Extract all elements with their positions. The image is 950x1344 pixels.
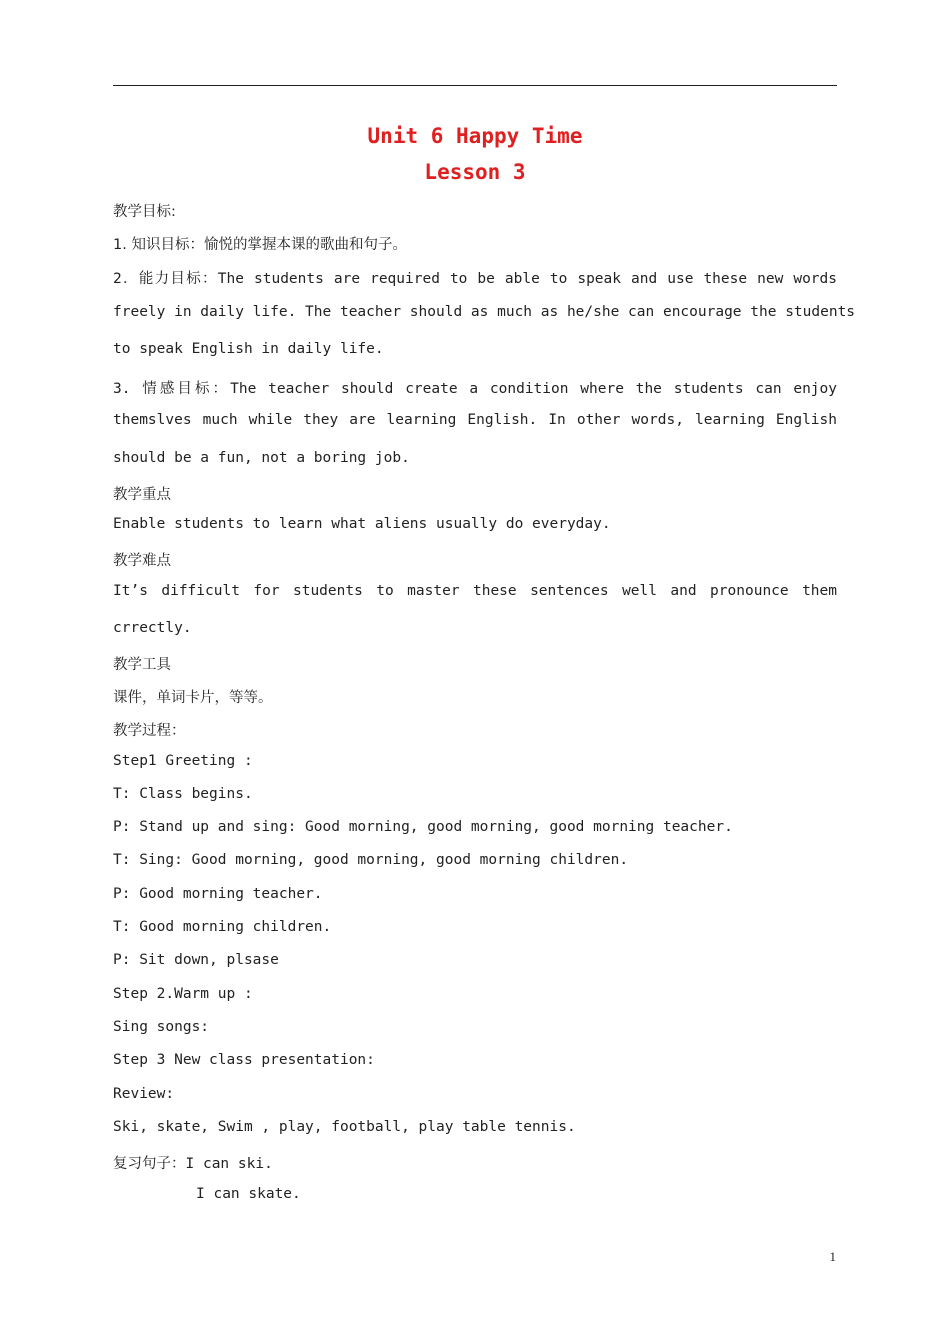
difficult-points-line-1: It’s difficult for students to master these sentences well and pronounce them — [113, 583, 837, 599]
document-subtitle: Lesson 3 — [424, 160, 526, 184]
objective-1: 1. 知识目标：愉悦的掌握本课的歌曲和句子。 — [113, 237, 407, 253]
difficult-points-line-2: crrectly. — [113, 620, 192, 636]
process-line: 复习句子：I can ski. — [113, 1156, 273, 1172]
process-line: Review: — [113, 1086, 175, 1102]
process-line: P: Stand up and sing: Good morning, good morning, good morning teacher. — [113, 819, 733, 835]
process-line-indented: I can skate. — [196, 1186, 301, 1202]
process-line: T: Class begins. — [113, 786, 253, 802]
objectives-heading: 教学目标: — [113, 204, 176, 220]
process-line: Step 3 New class presentation: — [113, 1052, 375, 1068]
objective-3-line-2: themslves much while they are learning English. In other words, learning English — [113, 412, 837, 428]
process-line: Step 2.Warm up : — [113, 986, 253, 1002]
page-number: 1 — [829, 1249, 836, 1264]
process-line: Step1 Greeting : — [113, 753, 253, 769]
process-heading: 教学过程： — [113, 723, 186, 739]
process-line: Sing songs: — [113, 1019, 210, 1035]
tools-text: 课件，单词卡片，等等。 — [113, 690, 273, 706]
difficult-points-heading: 教学难点 — [113, 553, 171, 569]
key-points-text: Enable students to learn what aliens usually do everyday. — [113, 516, 611, 532]
objective-2-line-2: freely in daily life. The teacher should as much as he/she can encourage the students — [113, 304, 856, 320]
key-points-heading: 教学重点 — [113, 487, 171, 503]
process-line: T: Sing: Good morning, good morning, good morning children. — [113, 852, 629, 868]
tools-heading: 教学工具 — [113, 657, 171, 673]
objective-3-line-1: 3. 情感目标：The teacher should create a condition where the students can enjoy — [113, 381, 837, 397]
process-line: T: Good morning children. — [113, 919, 332, 935]
document-title: Unit 6 Happy Time — [367, 124, 583, 148]
process-line: P: Good morning teacher. — [113, 886, 323, 902]
process-line: Ski, skate, Swim , play, football, play table tennis. — [113, 1119, 576, 1135]
objective-2-line-1: 2．能力目标：The students are required to be able to speak and use these new words — [113, 271, 837, 287]
header-rule — [113, 85, 837, 86]
objective-2-line-3: to speak English in daily life. — [113, 341, 384, 357]
objective-3-line-3: should be a fun, not a boring job. — [113, 450, 410, 466]
process-line: P: Sit down, plsase — [113, 952, 279, 968]
